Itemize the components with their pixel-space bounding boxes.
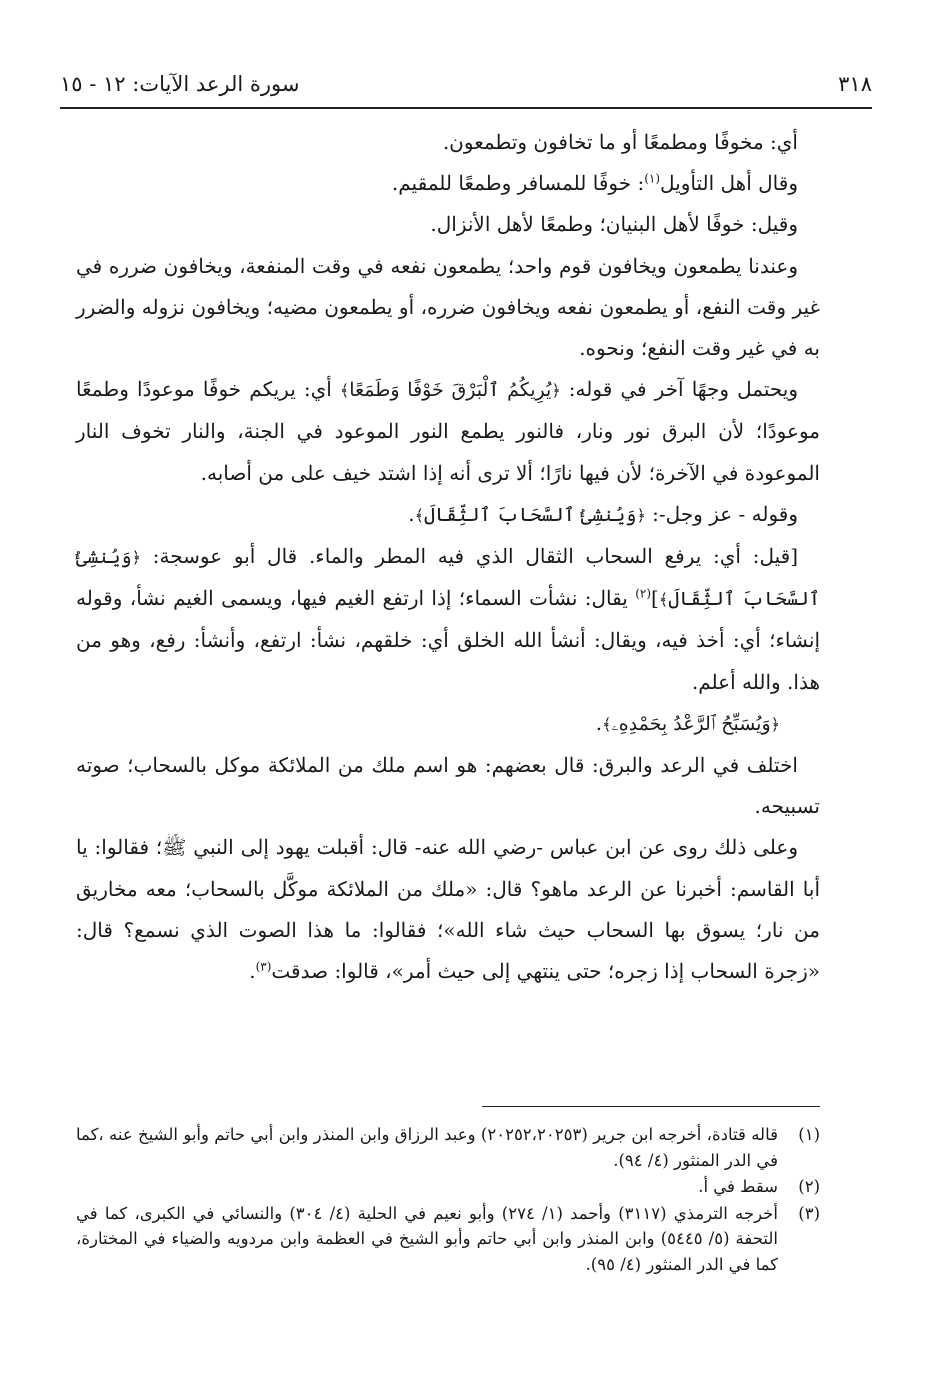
footnote-text: أخرجه الترمذي (٣١١٧) وأحمد (١/ ٢٧٤) وأبو نعيم في الحلية (٤/ ٣٠٤) والنسائي في الكبرى، كما في التحفة (٥/ ٥٤٤٥) وابن المنذر وابن أبي حاتم وأبو الشيخ في العظمة وابن مردويه والضياء في المختارة، كما في الدر المنثور (٤/ ٩٥).: [76, 1203, 778, 1274]
paragraph: وعندنا يطمعون ويخافون قوم واحد؛ يطمعون نفعه في وقت المنفعة، ويخافون ضرره في غير وقت النفع، أو يطمعون نفعه ويخافون ضرره، أو يطمعون مضيه؛ ويخافون نزوله والضرر به في غير وقت النفع؛ ونحوه.: [76, 253, 820, 361]
page-number: ٣١٨: [838, 72, 872, 96]
paragraph: وقوله - عز وجل-: ﴿وَيُنشِئُ ٱلسَّحَابَ ٱلثِّقَالَ﴾.: [408, 501, 798, 526]
footnote: [76, 1174, 820, 1200]
quran-bracket-open: ﴿: [551, 381, 561, 401]
quran-bracket-open: ﴿: [131, 548, 142, 568]
footnote-text: قاله قتادة، أخرجه ابن جرير (٢٠٢٥٢،٢٠٢٥٣) وعبد الرزاق وابن المنذر وابن أبي حاتم وأبو الشيخ عنه ،كما في الدر المنثور (٤/ ٩٤).: [76, 1125, 778, 1170]
quran-bracket-close: ﴾: [658, 590, 669, 610]
quran-verse: يُرِيكُمُ ٱلْبَرْقَ خَوْفًا وَطَمَعًا: [349, 379, 552, 402]
quran-bracket-close: ﴾: [414, 505, 424, 525]
footnote-text: سقط في أ.: [698, 1177, 778, 1196]
quran-verse: وَيُسَبِّحُ ٱلرَّعْدُ بِحَمْدِهِۦ: [611, 712, 771, 735]
footnote-number: (٢): [798, 1177, 820, 1196]
quran-bracket-open: ﴿: [636, 505, 646, 525]
footnote-number: (٣): [798, 1203, 820, 1223]
footnote-ref[interactable]: (٣): [255, 959, 272, 974]
paragraph: ويحتمل وجهًا آخر في قوله: ﴿يُرِيكُمُ ٱلْبَرْقَ خَوْفًا وَطَمَعًا﴾ أي: يريكم خوفًا موعودًا وطمعًا موعودًا؛ لأن البرق نور ونار، فالنور يطمع النور الموعود في الجنة، والنار تخوف النار الموعودة في الآخرة؛ لأن فيها نارًا؛ ألا ترى أنه إذا اشتد خيف على من أصابه.: [76, 377, 820, 485]
quran-verse: وَيُنشِئُ ٱلسَّحَابَ ٱلثِّقَالَ: [76, 546, 820, 611]
main-text: [76, 122, 820, 992]
footnote: [76, 1122, 820, 1173]
quran-bracket-close: ﴾: [602, 714, 612, 734]
paragraph: [قيل: أي: يرفع السحاب الثقال الذي فيه المطر والماء. قال أبو عوسجة: ﴿وَيُنشِئُ ٱلسَّحَابَ ٱلثِّقَالَ﴾]$^{(٢)}$ يقال: نشأت السماء؛ إذا ارتفع الغيم فيها، ويسمى الغيم نشأ، وقوله إنشاء؛ أي: أخذ فيه، ويقال: أنشأ الله الخلق أي: خلقهم، نشأ: ارتفع، وأنشأ: رفع، وهو من هذا. والله أعلم.: [76, 544, 820, 694]
paragraph: أي: مخوفًا ومطمعًا أو ما تخافون وتطمعون.: [442, 130, 798, 154]
footnote-ref[interactable]: (٢): [635, 586, 652, 601]
paragraph: وقيل: خوفًا لأهل البنيان؛ وطمعًا لأهل الأنزال.: [430, 212, 798, 237]
footnote: [76, 1201, 820, 1278]
footnote-rule: [482, 1106, 820, 1107]
paragraph: اختلف في الرعد والبرق: قال بعضهم: هو اسم ملك من الملائكة موكل بالسحاب؛ صوته تسبيحه.: [76, 753, 820, 819]
paragraph: ﴿وَيُسَبِّحُ ٱلرَّعْدُ بِحَمْدِهِۦ﴾.: [595, 710, 780, 735]
quran-bracket-close: ﴾: [339, 381, 350, 401]
quran-bracket-open: ﴿: [770, 714, 780, 734]
header-rule: [60, 107, 872, 109]
footnotes: [76, 1122, 820, 1278]
paragraph: وقال أهل التأويل$^{(١)}$: خوفًا للمسافر وطمعًا للمقيم.: [391, 171, 798, 196]
footnote-number: (١): [798, 1125, 820, 1144]
paragraph: وعلى ذلك روى عن ابن عباس -رضي الله عنه- قال: أقبلت يهود إلى النبي ﷺ؛ فقالوا: يا أبا القاسم: أخبرنا عن الرعد ماهو؟ قال: «ملك من الملائكة موكَّل بالسحاب؛ معه مخاريق من نار؛ يسوق بها السحاب حيث شاء الله»؛ فقالوا: ما هذا الصوت الذي نسمع؟ قال: «زجرة السحاب إذا زجره؛ حتى ينتهي إلى حيث أمر»، قالوا: صدقت$^{(٣)}$.: [76, 835, 820, 984]
page-header: [60, 66, 872, 102]
footnote-ref[interactable]: (١): [644, 171, 661, 186]
running-title: سورة الرعد الآيات: ١٢ - ١٥: [60, 72, 300, 96]
quran-verse: وَيُنشِئُ ٱلسَّحَابَ ٱلثِّقَالَ: [423, 503, 637, 526]
